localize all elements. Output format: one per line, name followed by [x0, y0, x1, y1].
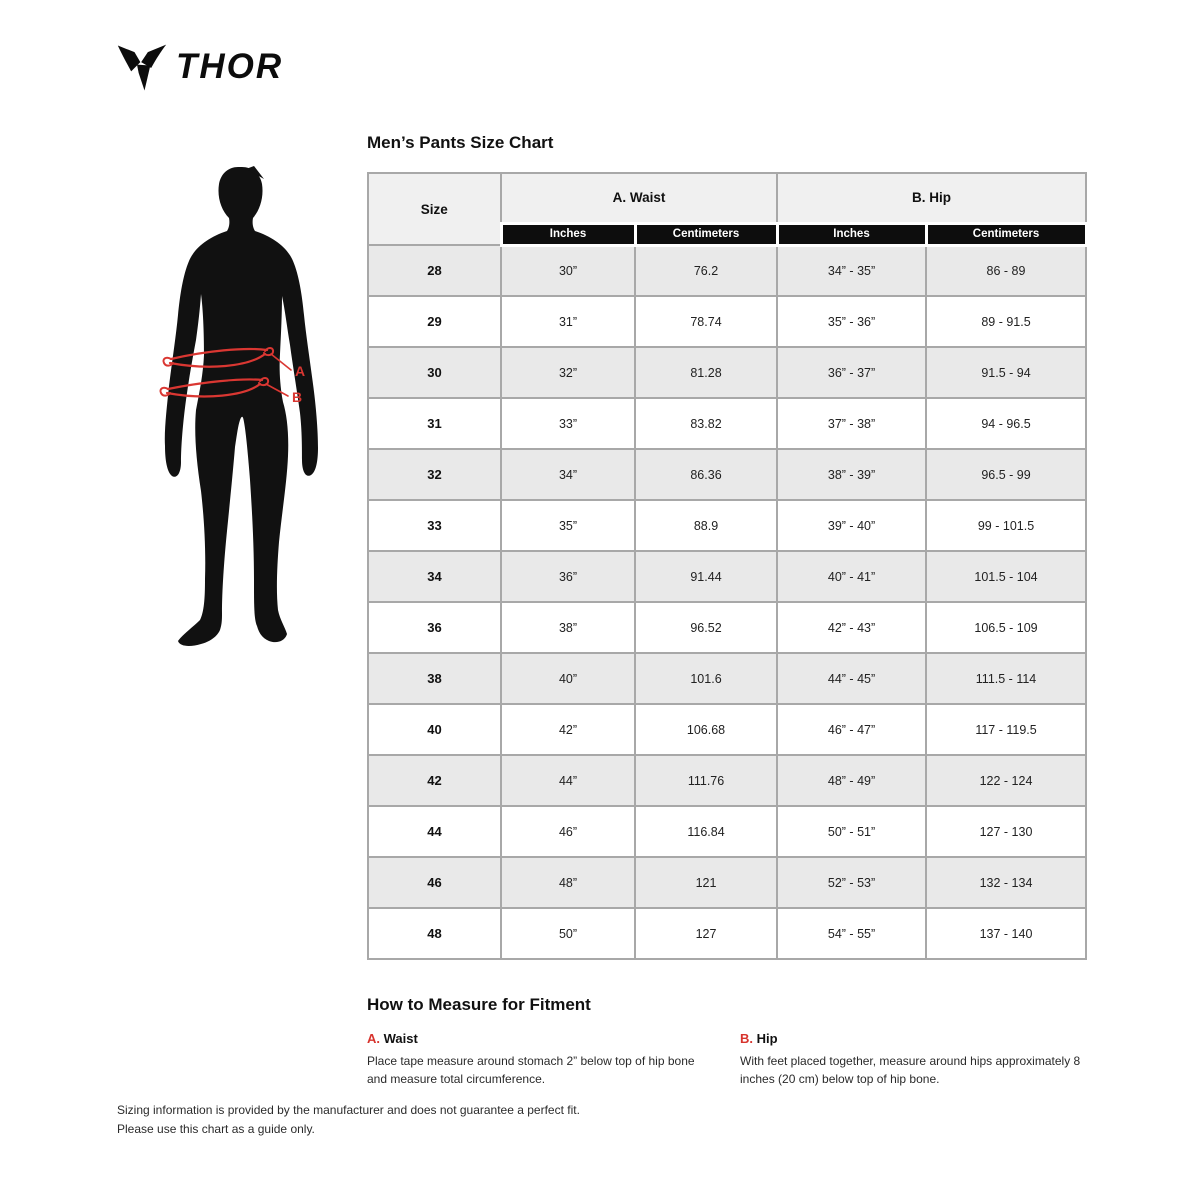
- size-cell: 30: [368, 347, 501, 398]
- howto-hip: [740, 1031, 1085, 1088]
- hip-inches-cell: 54” - 55”: [777, 908, 926, 959]
- hip-inches-cell: 40” - 41”: [777, 551, 926, 602]
- waist-inches-cell: 36”: [501, 551, 635, 602]
- waist-centimeters-cell: 76.2: [635, 245, 777, 296]
- waist-inches-cell: 35”: [501, 500, 635, 551]
- subheader-waist-centimeters: Centimeters: [635, 223, 777, 245]
- size-table-body: [368, 245, 1086, 959]
- table-row: [368, 755, 1086, 806]
- size-table: [367, 172, 1088, 960]
- howto-hip-key: B.: [740, 1031, 753, 1046]
- waist-centimeters-cell: 78.74: [635, 296, 777, 347]
- size-cell: 31: [368, 398, 501, 449]
- waist-label-a: A: [295, 363, 306, 379]
- waist-inches-cell: 50”: [501, 908, 635, 959]
- howto-waist: [367, 1031, 712, 1088]
- chart-content: [367, 133, 1085, 1088]
- waist-centimeters-cell: 106.68: [635, 704, 777, 755]
- hip-centimeters-cell: 122 - 124: [926, 755, 1086, 806]
- hip-inches-cell: 35” - 36”: [777, 296, 926, 347]
- hip-centimeters-cell: 89 - 91.5: [926, 296, 1086, 347]
- size-cell: 48: [368, 908, 501, 959]
- howto-hip-heading: [740, 1031, 1085, 1046]
- hip-centimeters-cell: 91.5 - 94: [926, 347, 1086, 398]
- subheader-hip-centimeters: Centimeters: [926, 223, 1086, 245]
- disclaimer-line-1: Sizing information is provided by the manufacturer and does not guarantee a perfect fit.: [117, 1103, 580, 1117]
- table-row: [368, 347, 1086, 398]
- body-measurement-figure: [150, 162, 335, 654]
- hip-centimeters-cell: 94 - 96.5: [926, 398, 1086, 449]
- waist-centimeters-cell: 111.76: [635, 755, 777, 806]
- waist-centimeters-cell: 121: [635, 857, 777, 908]
- hip-inches-cell: 42” - 43”: [777, 602, 926, 653]
- figure-svg: [150, 162, 335, 654]
- waist-centimeters-cell: 127: [635, 908, 777, 959]
- hip-centimeters-cell: 132 - 134: [926, 857, 1086, 908]
- waist-centimeters-cell: 116.84: [635, 806, 777, 857]
- size-cell: 33: [368, 500, 501, 551]
- male-silhouette: [165, 167, 318, 646]
- waist-centimeters-cell: 88.9: [635, 500, 777, 551]
- waist-centimeters-cell: 96.52: [635, 602, 777, 653]
- subheader-hip-inches: Inches: [777, 223, 926, 245]
- waist-inches-cell: 31”: [501, 296, 635, 347]
- waist-inches-cell: 46”: [501, 806, 635, 857]
- waist-centimeters-cell: 101.6: [635, 653, 777, 704]
- howto-title: How to Measure for Fitment: [367, 995, 591, 1014]
- thor-logo-text: THOR: [176, 47, 284, 86]
- col-header-size: Size: [368, 173, 501, 245]
- disclaimer-line-2: Please use this chart as a guide only.: [117, 1121, 315, 1136]
- howto-waist-heading: [367, 1031, 712, 1046]
- hip-inches-cell: 37” - 38”: [777, 398, 926, 449]
- size-cell: 38: [368, 653, 501, 704]
- waist-inches-cell: 48”: [501, 857, 635, 908]
- thor-horns-icon: [117, 44, 167, 92]
- waist-inches-cell: 38”: [501, 602, 635, 653]
- hip-centimeters-cell: 101.5 - 104: [926, 551, 1086, 602]
- hip-inches-cell: 44” - 45”: [777, 653, 926, 704]
- waist-centimeters-cell: 83.82: [635, 398, 777, 449]
- howto-waist-key: A.: [367, 1031, 380, 1046]
- hip-inches-cell: 34” - 35”: [777, 245, 926, 296]
- table-row: [368, 806, 1086, 857]
- howto-hip-name: Hip: [756, 1031, 778, 1046]
- hip-inches-cell: 46” - 47”: [777, 704, 926, 755]
- waist-inches-cell: 40”: [501, 653, 635, 704]
- col-header-hip: B. Hip: [777, 173, 1086, 223]
- how-to-measure-section: [367, 995, 1085, 1088]
- thor-logo: [117, 44, 283, 92]
- chart-title: Men’s Pants Size Chart: [367, 133, 554, 152]
- size-cell: 32: [368, 449, 501, 500]
- hip-centimeters-cell: 117 - 119.5: [926, 704, 1086, 755]
- howto-waist-text: Place tape measure around stomach 2” below top of hip bone and measure total circumference.: [367, 1054, 695, 1086]
- size-cell: 44: [368, 806, 501, 857]
- hip-inches-cell: 39” - 40”: [777, 500, 926, 551]
- size-cell: 42: [368, 755, 501, 806]
- hip-centimeters-cell: 127 - 130: [926, 806, 1086, 857]
- waist-inches-cell: 44”: [501, 755, 635, 806]
- disclaimer: [117, 1101, 580, 1138]
- waist-centimeters-cell: 91.44: [635, 551, 777, 602]
- hip-label-b: B: [292, 389, 303, 405]
- size-cell: 34: [368, 551, 501, 602]
- subheader-waist-inches: Inches: [501, 223, 635, 245]
- howto-waist-name: Waist: [383, 1031, 418, 1046]
- table-row: [368, 245, 1086, 296]
- table-row: [368, 704, 1086, 755]
- waist-inches-cell: 33”: [501, 398, 635, 449]
- hip-inches-cell: 38” - 39”: [777, 449, 926, 500]
- hip-centimeters-cell: 99 - 101.5: [926, 500, 1086, 551]
- hip-inches-cell: 48” - 49”: [777, 755, 926, 806]
- size-cell: 29: [368, 296, 501, 347]
- table-row: [368, 602, 1086, 653]
- hip-centimeters-cell: 86 - 89: [926, 245, 1086, 296]
- hip-centimeters-cell: 137 - 140: [926, 908, 1086, 959]
- size-cell: 46: [368, 857, 501, 908]
- table-row: [368, 857, 1086, 908]
- waist-centimeters-cell: 81.28: [635, 347, 777, 398]
- table-row: [368, 908, 1086, 959]
- waist-inches-cell: 34”: [501, 449, 635, 500]
- hip-inches-cell: 52” - 53”: [777, 857, 926, 908]
- table-row: [368, 398, 1086, 449]
- waist-centimeters-cell: 86.36: [635, 449, 777, 500]
- col-header-waist: A. Waist: [501, 173, 777, 223]
- size-cell: 36: [368, 602, 501, 653]
- hip-inches-cell: 50” - 51”: [777, 806, 926, 857]
- table-row: [368, 449, 1086, 500]
- waist-inches-cell: 42”: [501, 704, 635, 755]
- table-row: [368, 653, 1086, 704]
- hip-inches-cell: 36” - 37”: [777, 347, 926, 398]
- table-row: [368, 551, 1086, 602]
- howto-hip-text: With feet placed together, measure around hips approximately 8 inches (20 cm) below top of hip bone.: [740, 1054, 1081, 1086]
- table-header-row: [368, 173, 1086, 223]
- size-cell: 28: [368, 245, 501, 296]
- hip-centimeters-cell: 111.5 - 114: [926, 653, 1086, 704]
- hip-centimeters-cell: 96.5 - 99: [926, 449, 1086, 500]
- size-cell: 40: [368, 704, 501, 755]
- hip-centimeters-cell: 106.5 - 109: [926, 602, 1086, 653]
- waist-inches-cell: 32”: [501, 347, 635, 398]
- table-row: [368, 500, 1086, 551]
- table-row: [368, 296, 1086, 347]
- waist-inches-cell: 30”: [501, 245, 635, 296]
